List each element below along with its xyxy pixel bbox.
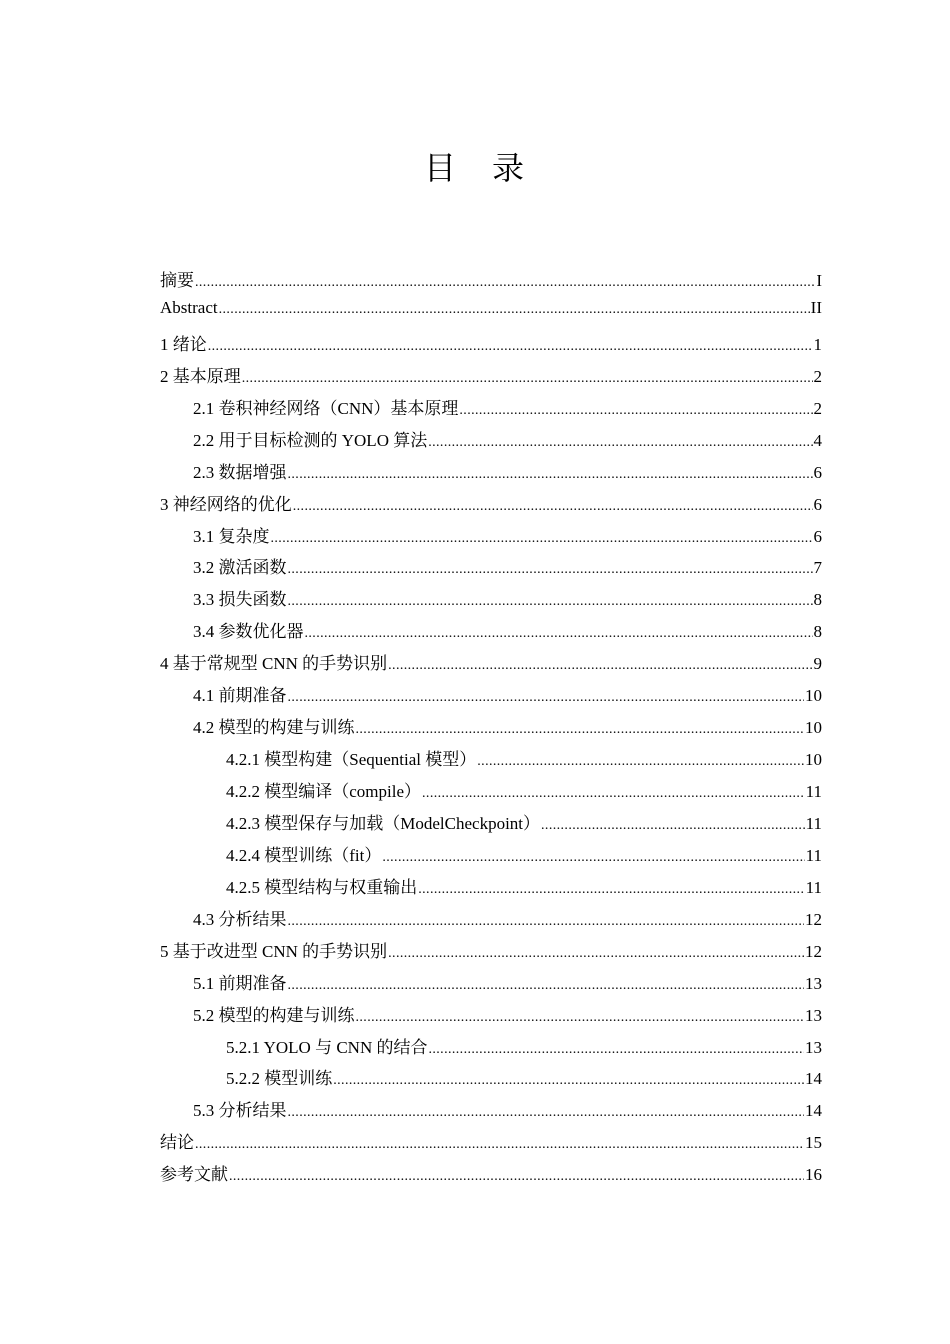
- toc-entry-label: 4.2.1 模型构建（Sequential 模型）: [226, 750, 477, 770]
- table-of-contents: [160, 266, 822, 1192]
- toc-entry-label: 2.2 用于目标检测的 YOLO 算法: [193, 430, 428, 450]
- toc-entry-page-number: II: [810, 297, 822, 317]
- toc-entry-label: 4.1 前期准备: [193, 686, 287, 706]
- toc-entry[interactable]: [160, 841, 822, 873]
- toc-entry-label: 5.1 前期准备: [193, 973, 287, 993]
- toc-dot-leader: [356, 718, 805, 738]
- toc-dot-leader: [333, 1069, 804, 1089]
- toc-entry-page-number: 2: [813, 366, 822, 386]
- toc-dot-leader: [418, 878, 804, 898]
- toc-entry-label: 5.2.2 模型训练: [226, 1069, 333, 1089]
- toc-entry[interactable]: [160, 330, 822, 362]
- toc-entry-label: 4.2.3 模型保存与加载（ModelCheckpoint）: [226, 813, 541, 833]
- page-title: 目 录: [423, 149, 526, 187]
- toc-dot-leader: [229, 1165, 804, 1185]
- toc-entry-label: 2.3 数据增强: [193, 462, 287, 482]
- toc-entry-page-number: 16: [805, 1165, 822, 1185]
- toc-entry-label: 3.2 激活函数: [193, 558, 287, 578]
- toc-entry-page-number: 13: [805, 1037, 822, 1057]
- toc-entry[interactable]: [160, 617, 822, 649]
- toc-entry[interactable]: [160, 713, 822, 745]
- toc-entry-page-number: 12: [805, 941, 822, 961]
- toc-entry-page-number: 12: [805, 909, 822, 929]
- toc-entry[interactable]: [160, 873, 822, 905]
- toc-dot-leader: [288, 463, 813, 483]
- toc-entry-label: 4.3 分析结果: [193, 909, 287, 929]
- toc-dot-leader: [219, 298, 810, 318]
- toc-entry[interactable]: [160, 522, 822, 554]
- toc-entry-page-number: 4: [813, 430, 822, 450]
- toc-dot-leader: [388, 942, 804, 962]
- toc-dot-leader: [293, 495, 813, 515]
- toc-entry-page-number: 10: [805, 750, 822, 770]
- toc-entry[interactable]: [160, 809, 822, 841]
- toc-entry-page-number: 11: [805, 845, 822, 865]
- toc-entry-page-number: 6: [813, 462, 822, 482]
- toc-entry-page-number: 7: [813, 558, 822, 578]
- toc-entry-label: 3.1 复杂度: [193, 526, 270, 546]
- toc-entry[interactable]: [160, 266, 822, 298]
- toc-entry-label: 4 基于常规型 CNN 的手势识别: [160, 654, 388, 674]
- toc-entry-label: 5 基于改进型 CNN 的手势识别: [160, 941, 388, 961]
- toc-entry-page-number: 6: [813, 494, 822, 514]
- toc-entry-page-number: 10: [805, 718, 822, 738]
- toc-entry[interactable]: [160, 745, 822, 777]
- toc-dot-leader: [288, 974, 805, 994]
- toc-entry-page-number: 11: [805, 877, 822, 897]
- toc-entry-page-number: 1: [813, 334, 822, 354]
- toc-entry-page-number: I: [816, 271, 822, 290]
- toc-entry-page-number: 15: [805, 1133, 822, 1153]
- toc-entry-label: 4.2.5 模型结构与权重输出: [226, 877, 418, 897]
- toc-dot-leader: [288, 590, 813, 610]
- toc-entry-label: 4.2 模型的构建与训练: [193, 718, 355, 738]
- toc-dot-leader: [288, 910, 805, 930]
- toc-entry-page-number: 2: [813, 398, 822, 418]
- toc-dot-leader: [541, 814, 805, 834]
- toc-entry[interactable]: [160, 1064, 822, 1096]
- toc-entry-label: 5.2 模型的构建与训练: [193, 1005, 355, 1025]
- toc-dot-leader: [195, 1133, 804, 1153]
- toc-entry-label: 3.3 损失函数: [193, 590, 287, 610]
- toc-entry[interactable]: [160, 1128, 822, 1160]
- toc-entry-page-number: 9: [813, 654, 822, 674]
- toc-dot-leader: [288, 686, 805, 706]
- toc-entry-page-number: 14: [805, 1101, 822, 1121]
- toc-dot-leader: [242, 367, 813, 387]
- toc-dot-leader: [288, 1101, 805, 1121]
- toc-entry[interactable]: [160, 777, 822, 809]
- toc-entry-page-number: 6: [813, 526, 822, 546]
- toc-entry[interactable]: [160, 1096, 822, 1128]
- toc-entry-page-number: 11: [805, 813, 822, 833]
- toc-entry[interactable]: [160, 1001, 822, 1033]
- toc-entry-page-number: 13: [805, 973, 822, 993]
- toc-entry-page-number: 8: [813, 590, 822, 610]
- toc-dot-leader: [388, 654, 812, 674]
- toc-entry-page-number: 10: [805, 686, 822, 706]
- toc-dot-leader: [477, 750, 804, 770]
- toc-entry-label: 4.2.2 模型编译（compile）: [226, 782, 422, 801]
- toc-entry-label: 3.4 参数优化器: [193, 622, 304, 642]
- toc-entry[interactable]: [160, 649, 822, 681]
- toc-entry-label: 3 神经网络的优化: [160, 494, 292, 514]
- toc-entry[interactable]: [160, 426, 822, 458]
- toc-dot-leader: [195, 271, 815, 291]
- toc-entry-page-number: 11: [805, 782, 822, 801]
- toc-entry[interactable]: [160, 681, 822, 713]
- toc-dot-leader: [305, 622, 813, 642]
- toc-entry-label: 4.2.4 模型训练（fit）: [226, 845, 382, 865]
- toc-entry-label: 参考文献: [160, 1165, 228, 1185]
- toc-entry-page-number: 8: [813, 622, 822, 642]
- toc-entry-label: Abstract: [160, 297, 218, 317]
- toc-dot-leader: [428, 431, 812, 451]
- toc-entry-label: 5.3 分析结果: [193, 1101, 287, 1121]
- toc-dot-leader: [208, 335, 813, 355]
- toc-dot-leader: [271, 527, 813, 547]
- toc-entry[interactable]: [160, 1033, 822, 1065]
- toc-dot-leader: [288, 558, 813, 578]
- toc-entry-page-number: 13: [805, 1005, 822, 1025]
- toc-dot-leader: [428, 1038, 804, 1058]
- toc-dot-leader: [422, 782, 805, 802]
- toc-dot-leader: [382, 846, 804, 866]
- toc-entry[interactable]: [160, 937, 822, 969]
- toc-entry[interactable]: [160, 458, 822, 490]
- toc-entry[interactable]: [160, 298, 822, 330]
- toc-entry-label: 摘要: [160, 271, 194, 290]
- toc-entry[interactable]: [160, 490, 822, 522]
- toc-entry-label: 1 绪论: [160, 334, 207, 354]
- toc-entry-label: 2 基本原理: [160, 366, 241, 386]
- toc-entry-label: 5.2.1 YOLO 与 CNN 的结合: [226, 1037, 428, 1057]
- toc-entry[interactable]: [160, 905, 822, 937]
- toc-dot-leader: [356, 1006, 805, 1026]
- toc-entry[interactable]: [160, 969, 822, 1001]
- toc-dot-leader: [459, 399, 812, 419]
- toc-entry[interactable]: [160, 585, 822, 617]
- toc-entry-label: 2.1 卷积神经网络（CNN）基本原理: [193, 398, 459, 418]
- toc-entry[interactable]: [160, 394, 822, 426]
- toc-entry[interactable]: [160, 362, 822, 394]
- toc-entry[interactable]: [160, 1160, 822, 1192]
- toc-entry-page-number: 14: [805, 1069, 822, 1089]
- toc-entry[interactable]: [160, 553, 822, 585]
- toc-entry-label: 结论: [160, 1133, 194, 1153]
